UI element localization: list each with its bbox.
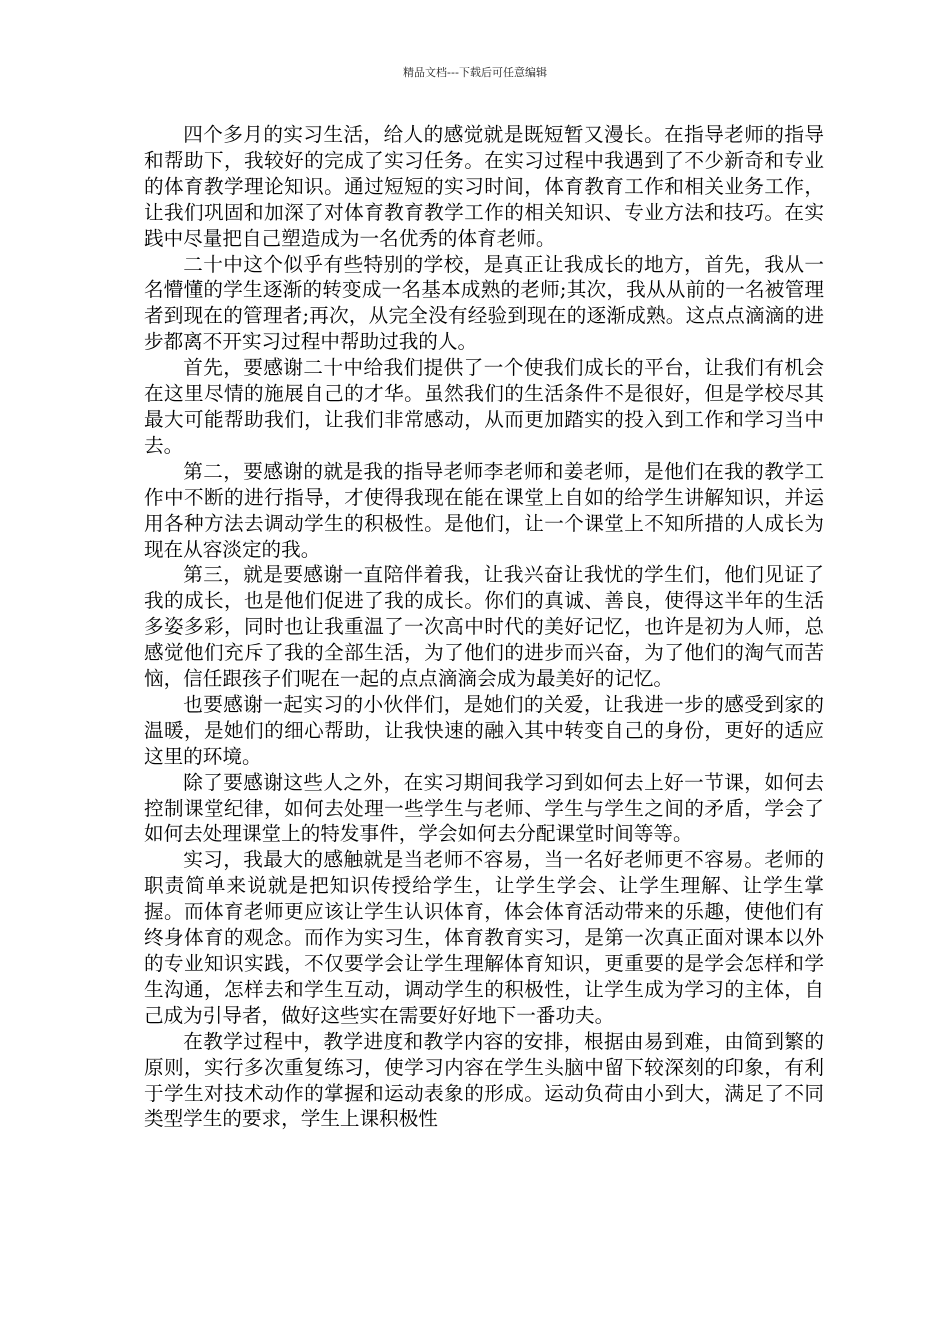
paragraph: 四个多月的实习生活，给人的感觉就是既短暂又漫长。在指导老师的指导和帮助下，我较好的完成了实习任务。在实习过程中我遇到了不少新奇和专业的体育教学理论知识。通过短短的实习时间，体育教育工作和相关业务工作，让我们巩固和加深了对体育教育教学工作的相关知识、专业方法和技巧。在实践中尽量把自己塑造成为一名优秀的体育老师。 (144, 123, 824, 250)
paragraph: 第二，要感谢的就是我的指导老师李老师和姜老师，是他们在我的教学工作中不断的进行指导，才使得我现在能在课堂上自如的给学生讲解知识，并运用各种方法去调动学生的积极性。是他们，让一个课堂上不知所措的人成长为现在从容淡定的我。 (144, 459, 824, 561)
paragraph: 也要感谢一起实习的小伙伴们，是她们的关爱，让我进一步的感受到家的温暖，是她们的细心帮助，让我快速的融入其中转变自己的身份，更好的适应这里的环境。 (144, 692, 824, 768)
document-body (144, 122, 824, 1132)
page-header: 精品文档---下载后可任意编辑 (403, 66, 547, 79)
paragraph: 第三，就是要感谢一直陪伴着我，让我兴奋让我忧的学生们，他们见证了我的成长，也是他们促进了我的成长。你们的真诚、善良，使得这半年的生活多姿多彩，同时也让我重温了一次高中时代的美好记忆，也许是初为人师，总感觉他们充斥了我的全部生活，为了他们的进步而兴奋，为了他们的淘气而苦恼，信任跟孩子们呢在一起的点点滴滴会成为最美好的记忆。 (144, 563, 824, 691)
paragraph: 首先，要感谢二十中给我们提供了一个使我们成长的平台，让我们有机会在这里尽情的施展自己的才华。虽然我们的生活条件不是很好，但是学校尽其最大可能帮助我们，让我们非常感动，从而更加踏实的投入到工作和学习当中去。 (144, 356, 824, 457)
paragraph: 实习，我最大的感触就是当老师不容易，当一名好老师更不容易。老师的职责简单来说就是把知识传授给学生，让学生学会、让学生理解、让学生掌握。而体育老师更应该让学生认识体育，体会体育活动带来的乐趣，使他们有终身体育的观念。而作为实习生，体育教育实习，是第一次真正面对课本以外的专业知识实践，不仅要学会让学生理解体育知识，更重要的是学会怎样和学生沟通，怎样去和学生互动，调动学生的积极性，让学生成为学习的主体，自己成为引导者，做好这些实在需要好好地下一番功夫。 (144, 848, 824, 1027)
paragraph: 除了要感谢这些人之外，在实习期间我学习到如何去上好一节课，如何去控制课堂纪律，如何去处理一些学生与老师、学生与学生之间的矛盾，学会了如何去处理课堂上的特发事件，学会如何去分配课堂时间等等。 (144, 770, 824, 846)
paragraph: 二十中这个似乎有些特别的学校，是真正让我成长的地方，首先，我从一名懵懂的学生逐渐的转变成一名基本成熟的老师;其次，我从从前的一名被管理者到现在的管理者;再次，从完全没有经验到现在的逐渐成熟。这点点滴滴的进步都离不开实习过程中帮助过我的人。 (144, 252, 824, 354)
paragraph: 在教学过程中，教学进度和教学内容的安排，根据由易到难，由简到繁的原则，实行多次重复练习，使学习内容在学生头脑中留下较深刻的印象，有利于学生对技术动作的掌握和运动表象的形成。运动负荷由小到大，满足了不同类型学生的要求，学生上课积极性 (144, 1029, 824, 1131)
